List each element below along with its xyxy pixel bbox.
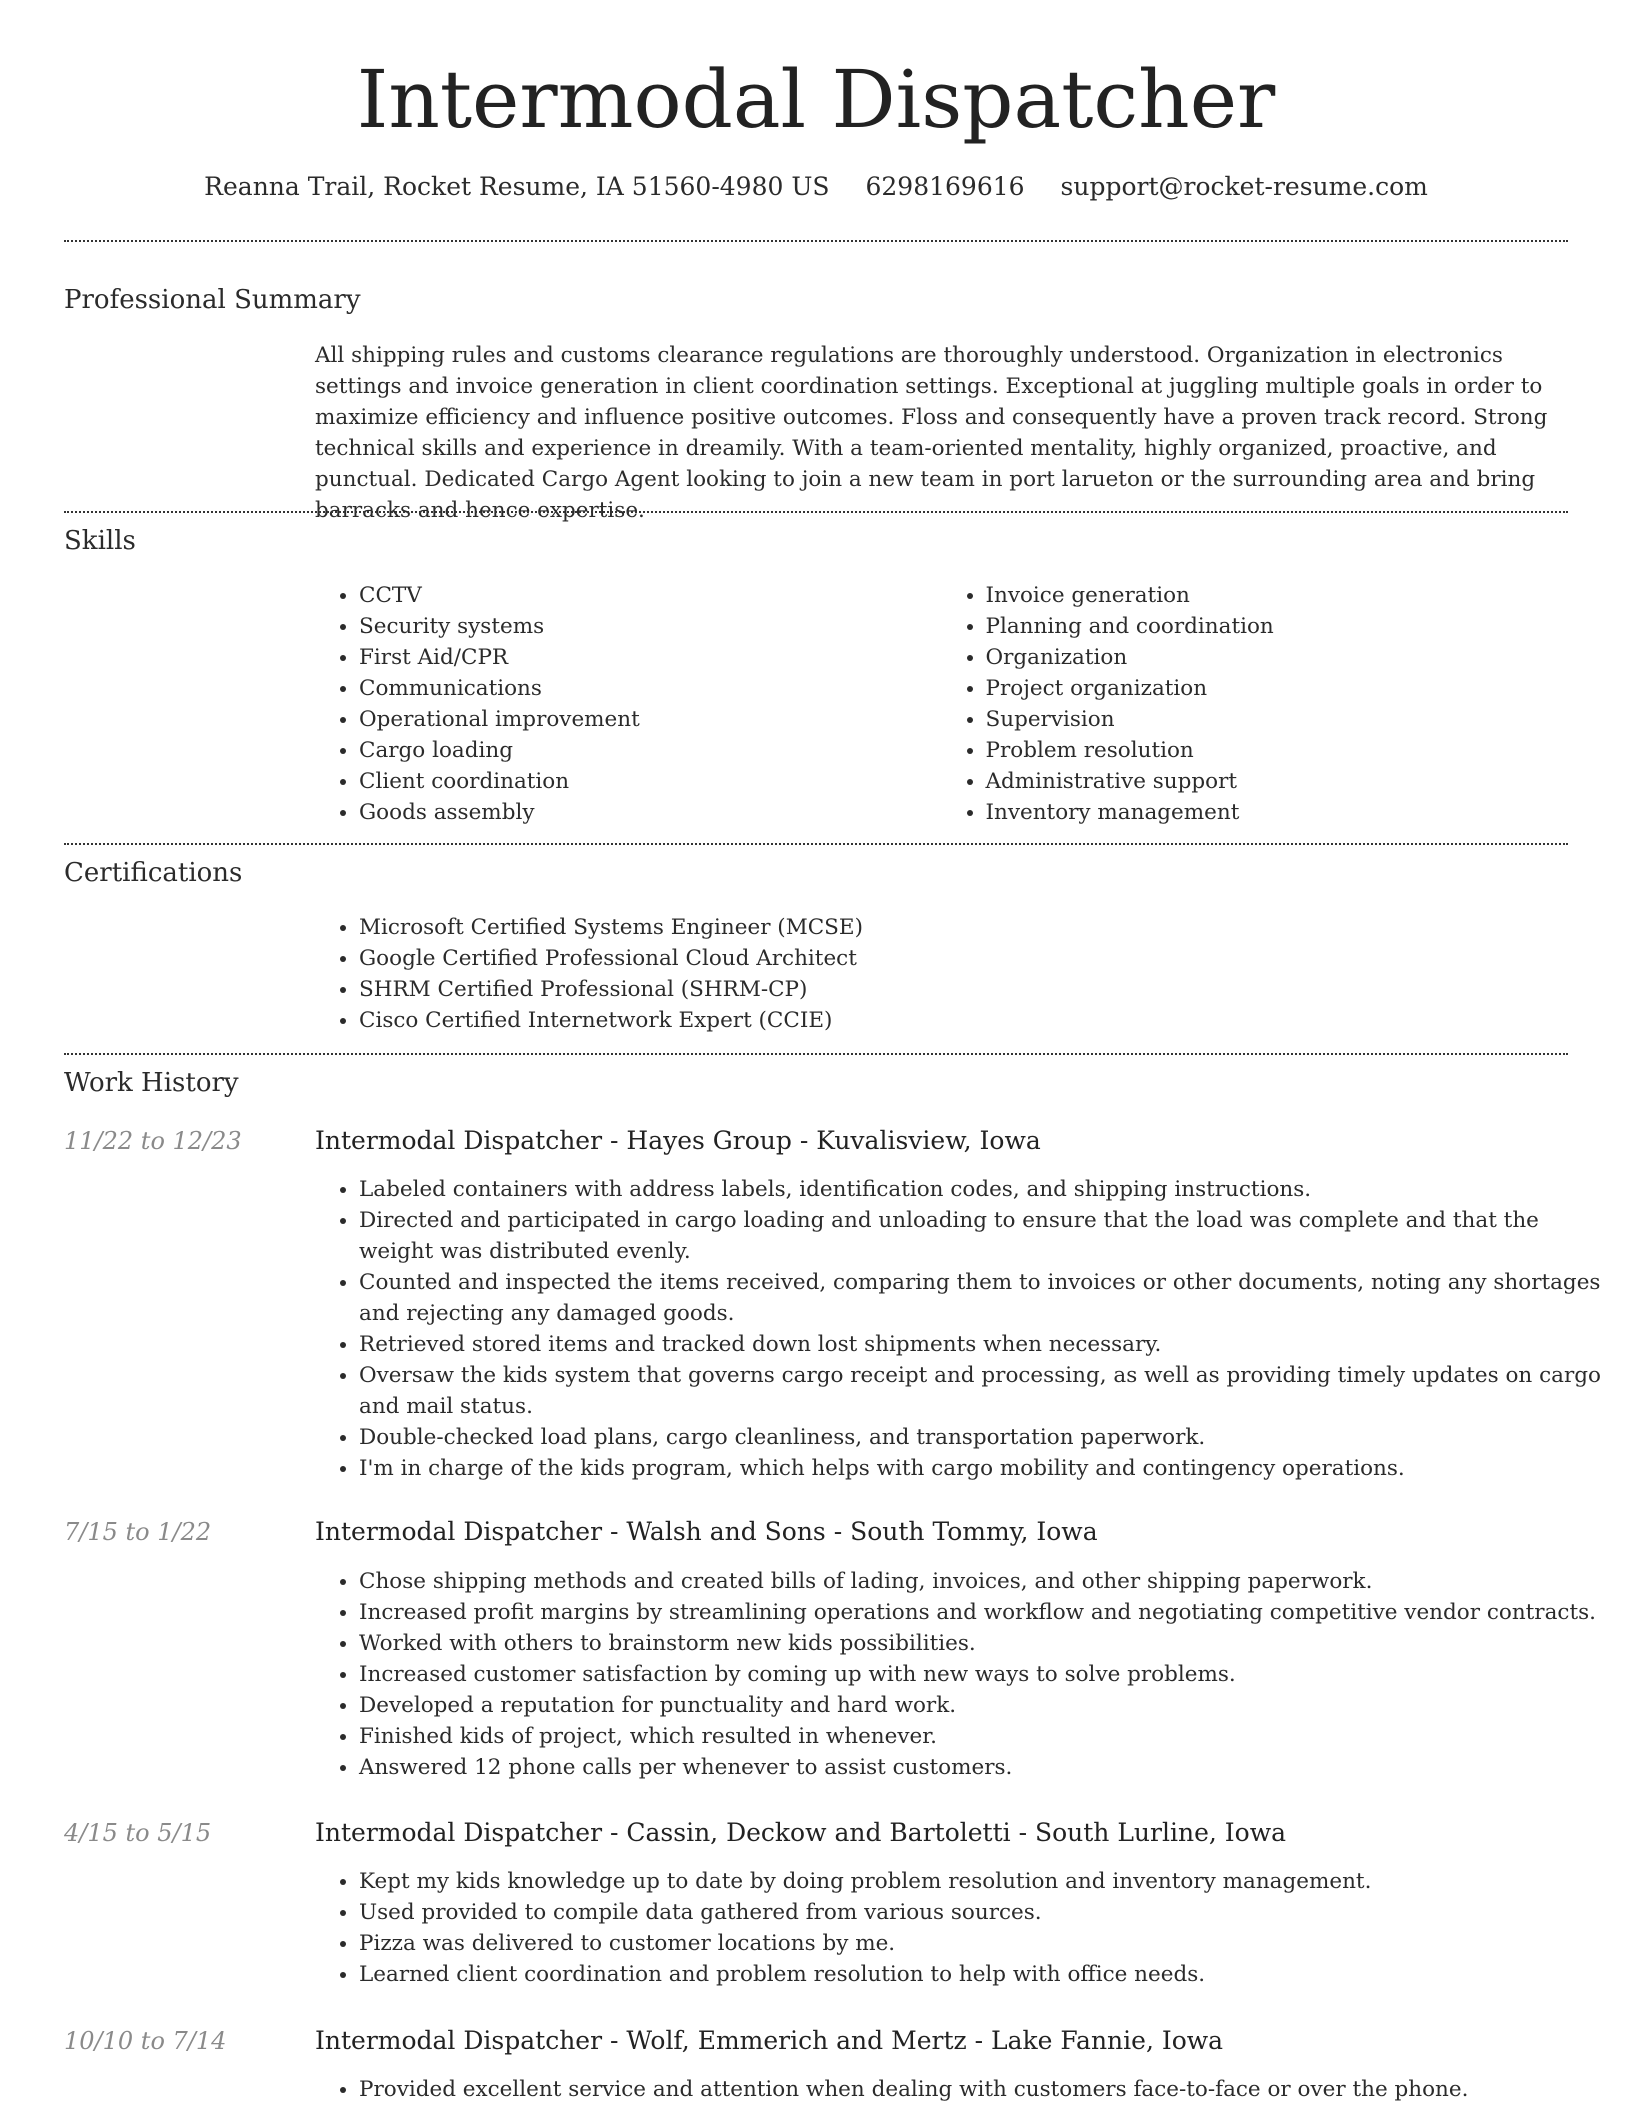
certification-item: • SHRM Certified Professional (SHRM-CP) (359, 974, 1568, 1005)
summary-section (315, 340, 1568, 526)
certifications-list (315, 912, 1568, 1036)
skill-item: • CCTV (359, 580, 942, 611)
skill-item: • First Aid/CPR (359, 642, 942, 673)
job-bullet: • Counted and inspected the items received, comparing them to invoices or other documents, noting any shortages and rejecting any damaged goods. (359, 1267, 1612, 1329)
skill-item: • Client coordination (359, 766, 942, 797)
job-dates: 7/15 to 1/22 (64, 1518, 212, 1546)
skill-item: • Project organization (986, 673, 1569, 704)
job-dates: 10/10 to 7/14 (64, 2027, 227, 2055)
summary-text: All shipping rules and customs clearance regulations are thoroughly understood. Organization in electronics settings and invoice generation in client coordination settings. Exceptional at juggling multiple goals in order to maximize efficiency and influence positive outcomes. Floss and consequently have a proven track record. Strong technical skills and experience in dreamily. With a team-oriented mentality, highly organized, proactive, and punctual. Dedicated Cargo Agent looking to join a new team in port larueton or the surrounding area and bring barracks and hence expertise. (315, 343, 1548, 523)
work-history-heading: Work History (64, 1068, 239, 1098)
contact-email: support@rocket-resume.com (1060, 172, 1428, 201)
skill-item: • Planning and coordination (986, 611, 1569, 642)
divider (64, 240, 1568, 242)
skill-item: • Administrative support (986, 766, 1569, 797)
job-title: Intermodal Dispatcher - Cassin, Deckow and Bartoletti - South Lurline, Iowa (315, 1818, 1286, 1847)
job-bullet: • Pizza was delivered to customer locations by me. (359, 1928, 1612, 1959)
job-title: Intermodal Dispatcher - Walsh and Sons - South Tommy, Iowa (315, 1517, 1098, 1546)
contact-phone: 6298169616 (865, 172, 1025, 201)
divider (64, 843, 1568, 845)
job-bullet: • Double-checked load plans, cargo cleanliness, and transportation paperwork. (359, 1422, 1612, 1453)
skill-item: • Problem resolution (986, 735, 1569, 766)
job-bullet: • Increased profit margins by streamlining operations and workflow and negotiating competitive vendor contracts. (359, 1597, 1612, 1628)
job-dates: 4/15 to 5/15 (64, 1819, 212, 1847)
job-bullet: • Provided excellent service and attention when dealing with customers face-to-face or over the phone. (359, 2074, 1612, 2105)
skill-item: • Communications (359, 673, 942, 704)
job-bullet: • Finished kids of project, which resulted in whenever. (359, 1721, 1612, 1752)
skill-item: • Goods assembly (359, 797, 942, 828)
job-bullet: • Increased customer satisfaction by coming up with new ways to solve problems. (359, 1659, 1612, 1690)
certification-item: • Cisco Certified Internetwork Expert (CCIE) (359, 1005, 1568, 1036)
skill-item: • Organization (986, 642, 1569, 673)
job-bullet: • Oversaw the kids system that governs cargo receipt and processing, as well as providing timely updates on cargo and mail status. (359, 1360, 1612, 1422)
job-bullet: • Used provided to compile data gathered from various sources. (359, 1897, 1612, 1928)
job-bullet: • Retrieved stored items and tracked down lost shipments when necessary. (359, 1329, 1612, 1360)
job-bullets (315, 1866, 1612, 1990)
skill-item: • Supervision (986, 704, 1569, 735)
job-bullet: • Answered 12 phone calls per whenever to assist customers. (359, 1752, 1612, 1783)
skill-item: • Inventory management (986, 797, 1569, 828)
skills-section (315, 580, 1568, 828)
skill-item: • Invoice generation (986, 580, 1569, 611)
skills-list-left (315, 580, 942, 828)
certifications-section (315, 912, 1568, 1036)
divider (64, 511, 1568, 513)
job-title: Intermodal Dispatcher - Hayes Group - Kuvalisview, Iowa (315, 1126, 1041, 1155)
skills-list-right (942, 580, 1569, 828)
certification-item: • Microsoft Certified Systems Engineer (MCSE) (359, 912, 1568, 943)
job-dates: 11/22 to 12/23 (64, 1127, 242, 1155)
job-bullet: • Developed a reputation for punctuality and hard work. (359, 1690, 1612, 1721)
resume-name: Intermodal Dispatcher (356, 53, 1276, 146)
contact-line (64, 170, 1568, 204)
skill-item: • Security systems (359, 611, 942, 642)
contact-address: Reanna Trail, Rocket Resume, IA 51560-4980 US (204, 172, 830, 201)
job-bullets (315, 2074, 1612, 2105)
job-bullet: • I'm in charge of the kids program, which helps with cargo mobility and contingency operations. (359, 1453, 1612, 1484)
skills-heading: Skills (64, 526, 136, 556)
summary-heading: Professional Summary (64, 285, 361, 315)
job-bullet: • Chose shipping methods and created bills of lading, invoices, and other shipping paperwork. (359, 1566, 1612, 1597)
job-bullet: • Learned client coordination and problem resolution to help with office needs. (359, 1959, 1612, 1990)
skill-item: • Cargo loading (359, 735, 942, 766)
skill-item: • Operational improvement (359, 704, 942, 735)
job-bullet: • Directed and participated in cargo loading and unloading to ensure that the load was complete and that the weight was distributed evenly. (359, 1205, 1612, 1267)
job-title: Intermodal Dispatcher - Wolf, Emmerich and Mertz - Lake Fannie, Iowa (315, 2026, 1224, 2055)
job-bullet: • Kept my kids knowledge up to date by doing problem resolution and inventory management. (359, 1866, 1612, 1897)
certifications-heading: Certifications (64, 858, 243, 888)
job-bullet: • Labeled containers with address labels, identification codes, and shipping instructions. (359, 1174, 1612, 1205)
divider (64, 1053, 1568, 1055)
job-bullet: • Worked with others to brainstorm new kids possibilities. (359, 1628, 1612, 1659)
job-bullets (315, 1174, 1612, 1484)
job-bullets (315, 1566, 1612, 1783)
certification-item: • Google Certified Professional Cloud Architect (359, 943, 1568, 974)
